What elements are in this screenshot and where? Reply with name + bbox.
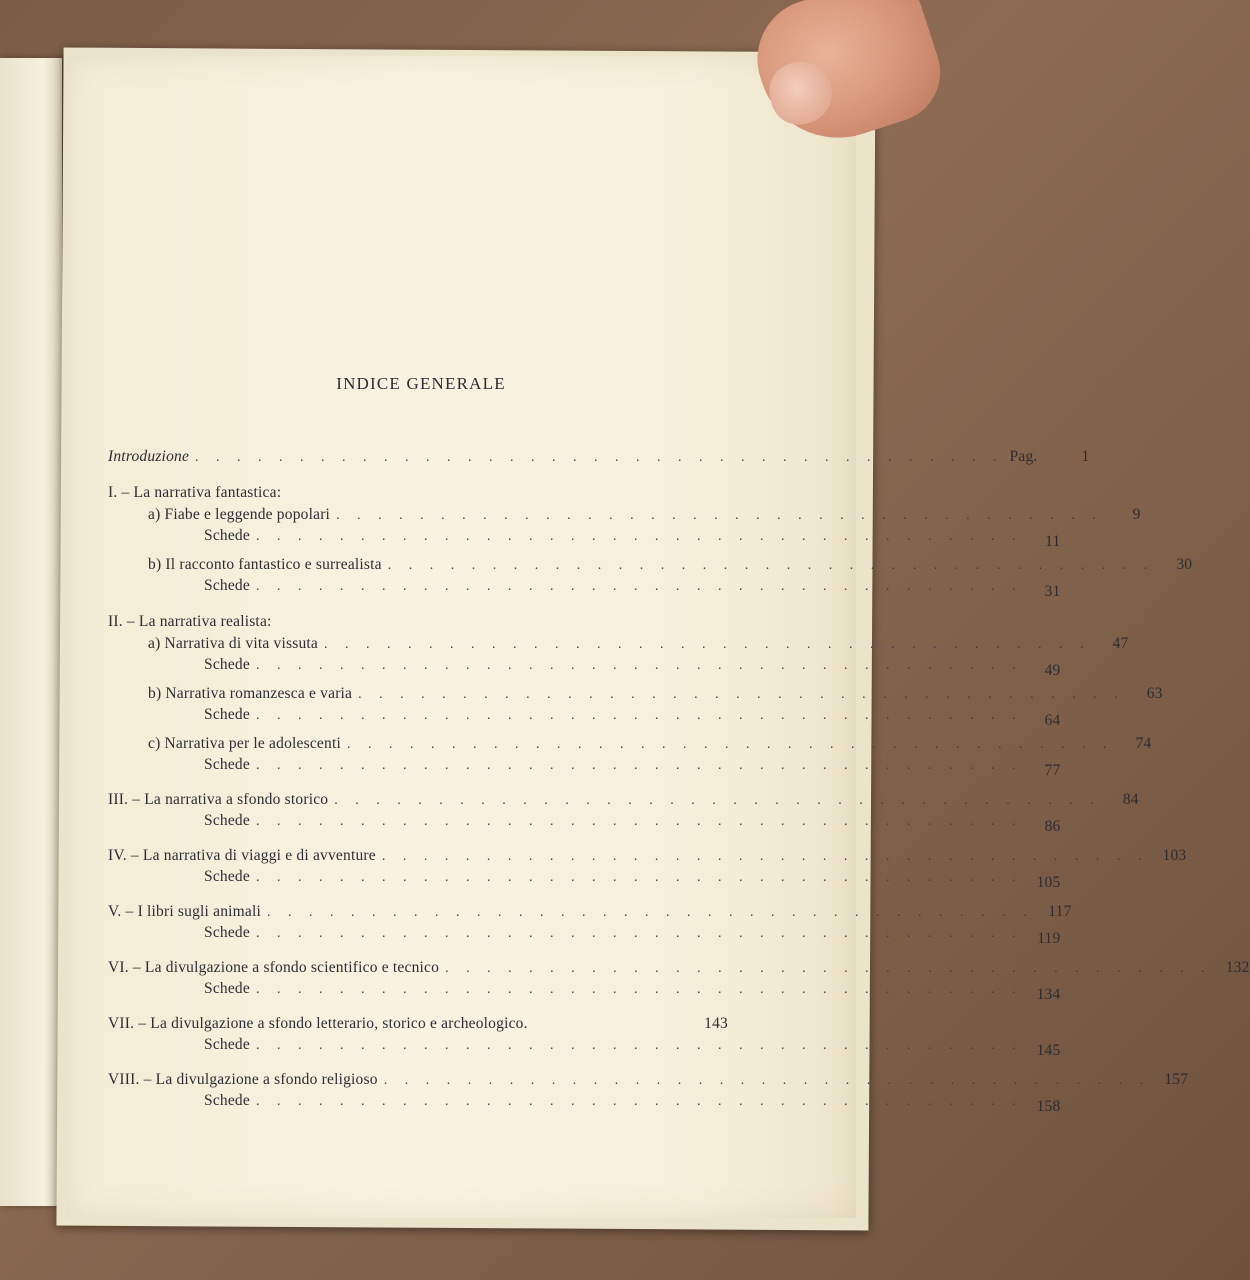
page-number: 9 [1132,506,1141,523]
schede-label: Schede [204,1036,250,1053]
leader-dots: . . . . . . . . . . . . . . . . . . . . . . . . . . . . . . . . . . . . . [383,1073,1151,1088]
leader-dots: . . . . . . . . . . . . . . . . . . . . . . . . . . . . . . . . . . . . . [445,961,1212,976]
leader-dots: . . . . . . . . . . . . . . . . . . . . . . . . . . . . . . . . . . . . . [255,814,1023,829]
toc-schede-entry [108,575,1061,600]
toc-schede-entry [108,1090,1061,1115]
toc-schede-entry [108,754,1061,779]
page-number: 64 [1044,712,1061,729]
toc-schede-entry [108,1034,1061,1059]
page-number: 49 [1044,662,1061,679]
page-number: 77 [1044,762,1061,779]
toc-schede-entry [108,704,1061,729]
toc-entry [108,683,1163,704]
schede-label: Schede [204,924,250,941]
page-number: 30 [1176,556,1193,573]
leader-dots: . . . . . . . . . . . . . . . . . . . . . . . . . . . . . . . . . . . . . [255,1094,1023,1109]
page-number: 134 [1036,986,1061,1003]
toc-entry [108,1013,728,1034]
toc-entry [108,504,1141,525]
leader-dots: . . . . . . . . . . . . . . . . . . . . . . . . . . . . . . . . . . . . . [381,849,1149,864]
toc-entry-label: VIII. – La divulgazione a sfondo religioso [108,1071,378,1088]
schede-label: Schede [204,980,250,997]
leader-dots: . . . . . . . . . . . . . . . . . . . . . . . . . . . . . . . . . . . . . [255,870,1023,885]
toc-entry-label: c) Narrativa per le adolescenti [148,735,341,752]
toc-chapter-heading: I. – La narrativa fantastica: [108,484,282,501]
leader-dots: . . . . . . . . . . . . . . . . . . . . . . . . . . . . . . . . . . . . . [255,982,1023,997]
page-number: 31 [1044,583,1061,600]
leader-dots: . . . . . . . . . . . . . . . . . . . . . . . . . . . . . . . . . . . . . [324,637,1091,652]
page-number: 86 [1044,818,1061,835]
toc-entry [108,554,1193,575]
leader-dots: . . . . . . . . . . . . . . . . . . . . . . . . . . . . . . . . . . . . . [255,658,1023,673]
page-number: 117 [1048,903,1072,920]
toc-entry-label: b) Il racconto fantastico e surrealista [148,556,382,573]
toc-entry-label: VII. – La divulgazione a sfondo letterario, storico e archeologico. [108,1015,528,1032]
leader-dots: . . . . . . . . . . . . . . . . . . . . . . . . . . . . . . . . . . . . . [336,508,1103,523]
page-number: 63 [1146,685,1163,702]
schede-label: Schede [204,527,250,544]
page-number: 145 [1036,1042,1061,1059]
page-number: 11 [1045,533,1061,550]
page-number: 105 [1036,874,1061,891]
schede-label: Schede [204,656,250,673]
page-number: 143 [704,1015,728,1032]
table-of-contents [108,374,1250,1115]
leader-dots: . . . . . . . . . . . . . . . . . . . . . . . . . . . . . . . . . . . . . [358,687,1125,702]
schede-label: Schede [204,868,250,885]
toc-entry-label: V. – I libri sugli animali [108,903,262,920]
page-number: 103 [1162,847,1187,864]
pag-label: Pag. [1009,448,1038,465]
page-number: 84 [1122,791,1139,808]
page-number: 119 [1037,930,1061,947]
page-number: 1 [1081,448,1090,465]
page-number: 158 [1036,1098,1061,1115]
toc-entry [108,789,1139,810]
toc-entry [108,733,1152,754]
toc-entry-label: b) Narrativa romanzesca e varia [148,685,353,702]
toc-schede-entry [108,978,1061,1003]
leader-dots: . . . . . . . . . . . . . . . . . . . . . . . . . . . . . . . . . . . . . [255,758,1023,773]
leader-dots: . . . . . . . . . . . . . . . . . . . . . . . . . . . . . . . . . . . . . . . [195,450,1004,465]
toc-schede-entry [108,525,1061,550]
toc-schede-entry [108,810,1061,835]
leader-dots: . . . . . . . . . . . . . . . . . . . . . . . . . . . . . . . . . . . . . [255,529,1023,544]
leader-dots: . . . . . . . . . . . . . . . . . . . . . . . . . . . . . . . . . . . . . [255,579,1023,594]
toc-schede-entry [108,866,1061,891]
toc-entry-label: IV. – La narrativa di viaggi e di avventure [108,847,376,864]
toc-schede-entry [108,922,1061,947]
leader-dots: . . . . . . . . . . . . . . . . . . . . . . . . . . . . . . . . . . . . . [346,737,1114,752]
schede-label: Schede [204,1092,250,1109]
toc-entry [108,901,1072,922]
toc-entry-intro [108,446,1090,467]
toc-schede-entry [108,654,1061,679]
toc-chapter-heading: II. – La narrativa realista: [108,613,272,630]
leader-dots: . . . . . . . . . . . . . . . . . . . . . . . . . . . . . . . . . . . . . [267,905,1034,920]
schede-label: Schede [204,706,250,723]
toc-title: INDICE GENERALE [336,374,506,393]
toc-entry [108,957,1250,978]
toc-entry [108,633,1129,654]
toc-entry [108,1069,1189,1090]
leader-dots: . . . . . . . . . . . . . . . . . . . . . . . . . . . . . . . . . . . . . [255,1038,1023,1053]
left-page-edge [0,58,62,1206]
schede-label: Schede [204,756,250,773]
leader-dots: . . . . . . . . . . . . . . . . . . . . . . . . . . . . . . . . . . . . . [255,708,1023,723]
toc-entry-label: VI. – La divulgazione a sfondo scientifico e tecnico [108,959,440,976]
page-number: 157 [1164,1071,1189,1088]
toc-entry-label: III. – La narrativa a sfondo storico [108,791,329,808]
toc-entry-label: a) Narrativa di vita vissuta [148,635,319,652]
schede-label: Schede [204,577,250,594]
leader-dots: . . . . . . . . . . . . . . . . . . . . . . . . . . . . . . . . . . . . . [334,793,1101,808]
page-number: 74 [1135,735,1152,752]
schede-label: Schede [204,812,250,829]
leader-dots: . . . . . . . . . . . . . . . . . . . . . . . . . . . . . . . . . . . . . [387,558,1155,573]
page-number: 47 [1112,635,1129,652]
toc-entry-label: a) Fiabe e leggende popolari [148,506,331,523]
toc-entry [108,845,1187,866]
leader-dots: . . . . . . . . . . . . . . . . . . . . . . . . . . . . . . . . . . . . . [255,926,1023,941]
page-number: 132 [1225,959,1250,976]
toc-entry-label: Introduzione [108,448,190,465]
